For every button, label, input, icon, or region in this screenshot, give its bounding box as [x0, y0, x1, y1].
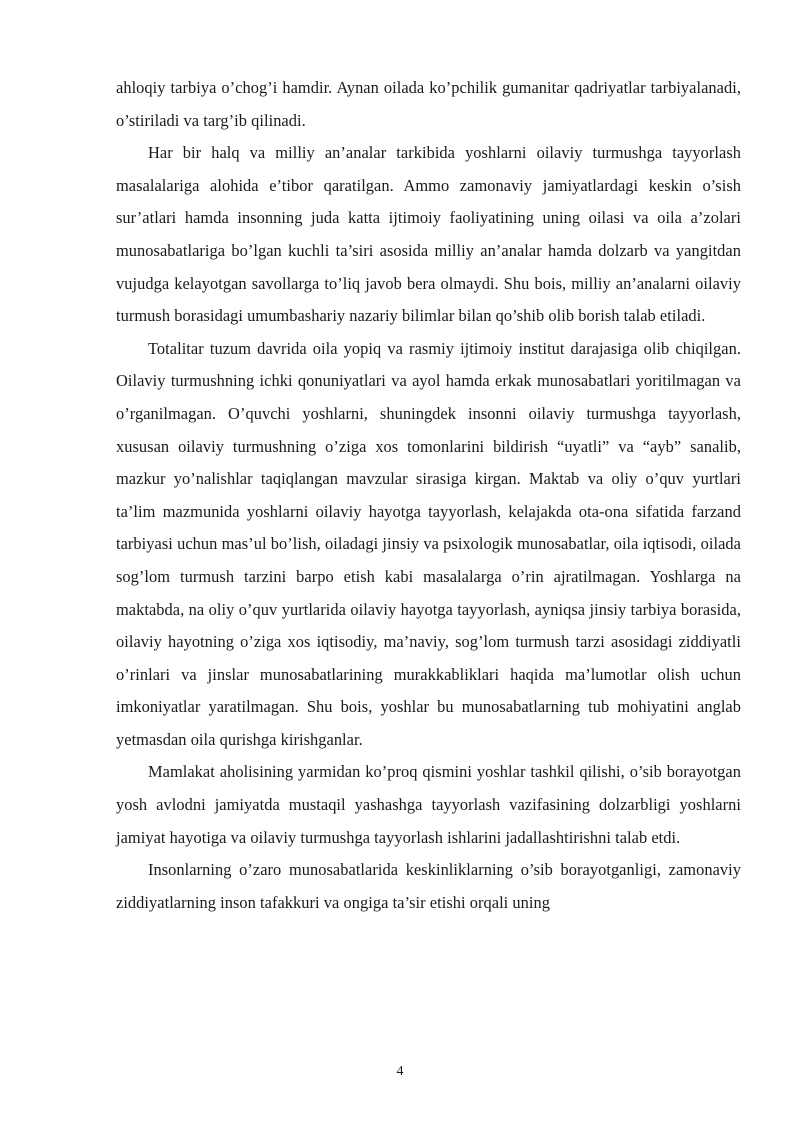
document-body	[116, 72, 741, 919]
paragraph: Mamlakat aholisining yarmidan ko’proq qismini yoshlar tashkil qilishi, o’sib borayotgan yosh avlodni jamiyatda mustaqil yashashga tayyorlash vazifasining dolzarbligi yoshlarni jamiyat hayotiga va oilaviy turmushga tayyorlash ishlarini jadallashtirishni talab etdi.	[116, 762, 741, 847]
paragraph: Totalitar tuzum davrida oila yopiq va rasmiy ijtimoiy institut darajasiga olib chiqilgan. Oilaviy turmushning ichki qonuniyatlari va ayol hamda erkak munosabatlari yoritilmagan va o’rganilmagan. O’quvchi yoshlarni, shuningdek insonni oilaviy turmushga tayyorlash, xususan oilaviy turmushning o’ziga xos tomonlarini bildirish “uyatli” va “ayb” sanalib, mazkur yo’nalishlar taqiqlangan mavzular sirasiga kirgan. Maktab va oliy o’quv yurtlari ta’lim mazmunida yoshlarni oilaviy hayotga tayyorlash, kelajakda ota-ona sifatida farzand tarbiyasi uchun mas’ul bo’lish, oiladagi jinsiy va psixologik munosabatlar, oila iqtisodi, oilada sog’lom turmush tarzini barpo etish kabi masalalarga o’rin ajratilmagan. Yoshlarga na maktabda, na oliy o’quv yurtlarida oilaviy hayotga tayyorlash, ayniqsa jinsiy tarbiya borasida, oilaviy hayotning o’ziga xos iqtisodiy, ma’naviy, sog’lom turmush tarzi asosidagi ziddiyatli o’rinlari va jinslar munosabatlarining murakkabliklari haqida ma’lumotlar olish uchun imkoniyatlar yaratilmagan. Shu bois, yoshlar bu munosabatlarning tub mohiyatini anglab yetmasdan oila qurishga kirishganlar.	[116, 338, 741, 749]
paragraph: ahloqiy tarbiya o’chog’i hamdir. Aynan oilada ko’pchilik gumanitar qadriyatlar tarbiyalanadi, o’stiriladi va targ’ib qilinadi.	[116, 78, 741, 130]
paragraph: Har bir halq va milliy an’analar tarkibida yoshlarni oilaviy turmushga tayyorlash masalalariga alohida e’tibor qaratilgan. Ammo zamonaviy jamiyatlardagi keskin o’sish sur’atlari hamda insonning juda katta ijtimoiy faoliyatining uning oilasi va oila a’zolari munosabatlariga bo’lgan kuchli ta’siri asosida milliy an’analar hamda dolzarb va yangitdan vujudga kelayotgan savollarga to’liq javob bera olmaydi. Shu bois, milliy an’analarni oilaviy turmush borasidagi umumbashariy nazariy bilimlar bilan qo’shib olib borish talab etiladi.	[116, 143, 741, 326]
page-number: 4	[396, 1064, 404, 1079]
paragraph: Insonlarning o’zaro munosabatlarida keskinliklarning o’sib borayotganligi, zamonaviy ziddiyatlarning inson tafakkuri va ongiga ta’sir etishi orqali uning	[116, 860, 741, 912]
